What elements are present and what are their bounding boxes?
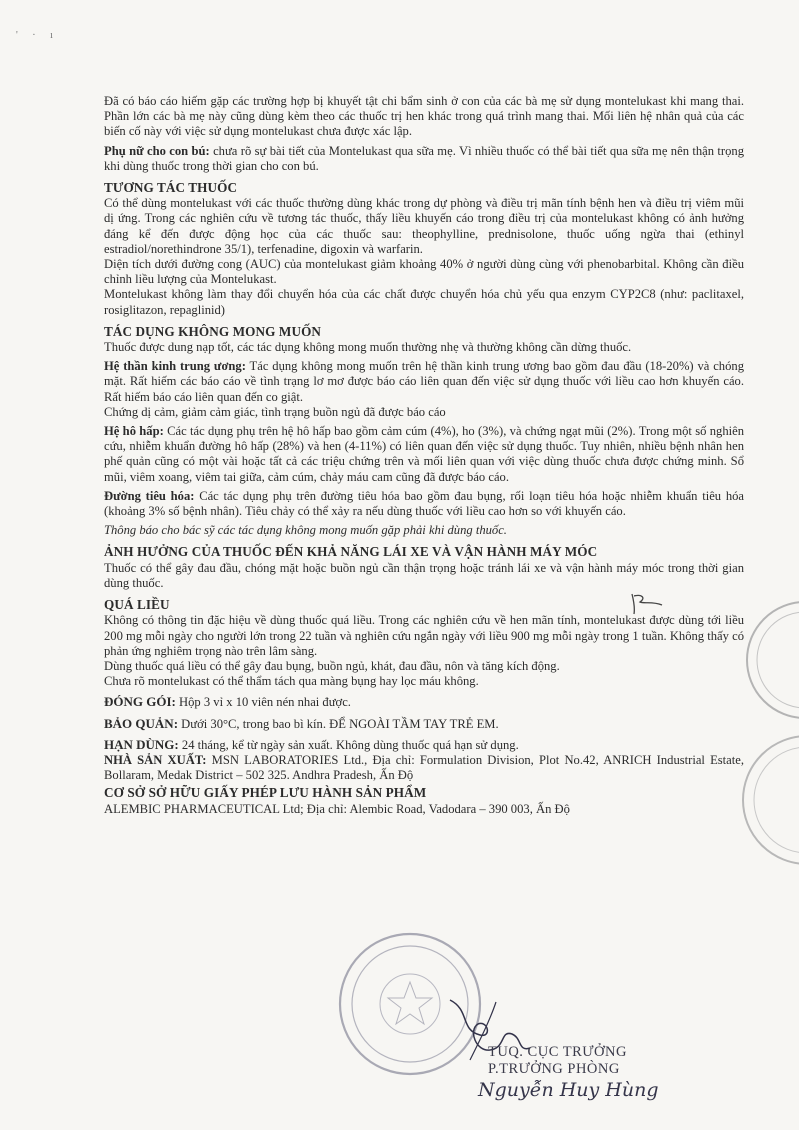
cns-label: Hệ thần kinh trung ương: [104, 359, 246, 374]
gi-text: Các tác dụng phụ trên đường tiêu hóa bao gồm đau bụng, rối loạn tiêu hóa hoặc nhiễm khuẩn tiêu hóa (khoảng 3% số bệnh nhân). Tiêu chảy có thể xảy ra nếu dùng thuốc với liều cao hơn so với khuyến cáo. [104, 488, 745, 519]
cns-paragraph-2: Chứng dị cảm, giảm cảm giác, tình trạng buồn ngủ đã được báo cáo [104, 404, 446, 419]
notice-paragraph: Thông báo cho bác sỹ các tác dụng không mong muốn gặp phải khi dùng thuốc. [104, 523, 507, 538]
gi-label: Đường tiêu hóa: [104, 488, 195, 503]
gi-paragraph [104, 489, 744, 519]
document-body [104, 94, 744, 821]
corner-mark: ' · ı [16, 30, 59, 41]
breastfeeding-paragraph [104, 144, 744, 174]
packaging-text: Hộp 3 vỉ x 10 viên nén nhai được. [175, 695, 351, 710]
signatory-name: Nguyễn Huy Hùng [478, 1079, 659, 1101]
manufacturer-text: MSN LABORATORIES Ltd., Địa chỉ: Formulation Division, Plot No.42, ANRICH Industrial Estate, Bollaram, Medak District – 502 325. Andhra Pradesh, Ấn Độ [104, 752, 745, 783]
driving-paragraph: Thuốc có thể gây đau đầu, chóng mặt hoặc buồn ngủ cần thận trọng hoặc tránh lái xe và vận hành máy móc trong thời gian dùng thuốc. [104, 560, 744, 590]
expiry-text: 24 tháng, kể từ ngày sản xuất. Không dùng thuốc quá hạn sử dụng. [178, 737, 519, 752]
respiratory-paragraph [104, 424, 744, 485]
overdose-paragraph-3: Chưa rõ montelukast có thể thẩm tách qua màng bụng hay lọc máu không. [104, 674, 479, 689]
packaging-label: ĐÓNG GÓI: [104, 694, 176, 710]
manufacturer-label: NHÀ SẢN XUẤT: [104, 752, 207, 767]
side-effects-heading: TÁC DỤNG KHÔNG MONG MUỐN [104, 323, 322, 339]
signature-block [478, 1044, 718, 1102]
signature-title-2: P.TRƯỞNG PHÒNG [488, 1061, 620, 1077]
initials-mark [628, 592, 668, 616]
overdose-paragraph-1: Không có thông tin đặc hiệu về dùng thuốc quá liều. Trong các nghiên cứu về hen mãn tính, montelukast được dùng tới liều 200 mg mỗi ngày cho người lớn trong 22 tuần và nghiên cứu ngắn ngày với liều 900 mg mỗi ngày trong 1 tuần. Không thấy có phản ứng nghiêm trọng nào trên lâm sàng. [104, 613, 744, 658]
interactions-paragraph-2: Diện tích dưới đường cong (AUC) của montelukast giảm khoảng 40% ở người dùng cùng với phenobarbital. Không cần điều chỉnh liều lượng của Montelukast. [104, 257, 744, 287]
overdose-heading: QUÁ LIỀU [104, 597, 170, 613]
license-holder-paragraph: ALEMBIC PHARMACEUTICAL Ltd; Địa chỉ: Alembic Road, Vadodara – 390 003, Ấn Độ [104, 801, 570, 816]
expiry-label: HẠN DÙNG: [104, 736, 179, 752]
cns-text: Tác dụng không mong muốn trên hệ thần kinh trung ương bao gồm đau đầu (18-20%) và chóng mặt. Rất hiếm các báo cáo về tình trạng lơ mơ được báo cáo liên quan đến việc sử dụng thuốc với liều cao hơn khuyến cáo. Rất hiếm báo cáo liên quan đến co giật. [104, 359, 744, 404]
packaging-paragraph [104, 694, 744, 710]
side-effects-intro: Thuốc được dung nạp tốt, các tác dụng không mong muốn thường nhẹ và thường không cần dừng thuốc. [104, 340, 632, 355]
pregnancy-paragraph: Đã có báo cáo hiếm gặp các trường hợp bị khuyết tật chi bẩm sinh ở con của các bà mẹ sử dụng montelukast khi mang thai. Phần lớn các bà mẹ này cũng dùng kèm theo các thuốc trị hen khác trong quá trình mang thai. Mối liên hệ nhân quả của các biến cố này với việc sử dụng montelukast chưa được xác lập. [104, 94, 744, 139]
respiratory-text: Các tác dụng phụ trên hệ hô hấp bao gồm cảm cúm (4%), ho (3%), và chứng ngạt mũi (2%). Trong một số nghiên cứu, nhiễm khuẩn đường hô hấp (28%) và hen (4-11%) có liên quan đến việc sử dụng thuốc. Tuy nhiên, nhiều bệnh nhân hen phế quản cũng có một vài hoặc tất cả các triệu chứng trên và mối liên quan với việc dùng thuốc chưa được chứng minh. Sổ mũi, viêm xoang, viêm tai giữa, cảm cúm, chảy máu cam cũng đã được báo cáo. [104, 424, 745, 484]
interactions-heading: TƯƠNG TÁC THUỐC [104, 180, 238, 196]
breastfeeding-text: chưa rõ sự bài tiết của Montelukast qua sữa mẹ. Vì nhiều thuốc có thể bài tiết qua sữa mẹ nên thận trọng khi dùng thuốc trong thời gian cho con bú. [104, 143, 744, 173]
storage-paragraph [104, 716, 744, 732]
license-holder-heading: CƠ SỞ SỞ HỮU GIẤY PHÉP LƯU HÀNH SẢN PHẨM [104, 785, 427, 801]
signature-title-1: TUQ. CỤC TRƯỞNG [488, 1044, 627, 1060]
driving-heading: ẢNH HƯỞNG CỦA THUỐC ĐẾN KHẢ NĂNG LÁI XE VÀ VẬN HÀNH MÁY MÓC [104, 544, 598, 560]
storage-text: Dưới 30°C, trong bao bì kín. ĐỂ NGOÀI TẦM TAY TRẺ EM. [178, 716, 499, 731]
expiry-paragraph [104, 737, 744, 753]
interactions-paragraph-3: Montelukast không làm thay đổi chuyển hóa của các chất được chuyển hóa chủ yếu qua enzym CYP2C8 (như: paclitaxel, rosiglitazon, repaglinid) [104, 287, 744, 317]
overdose-paragraph-2: Dùng thuốc quá liều có thể gây đau bụng, buồn ngủ, khát, đau đầu, nôn và tăng kích động. [104, 658, 560, 673]
cns-paragraph [104, 359, 744, 405]
interactions-paragraph-1: Có thể dùng montelukast với các thuốc thường dùng khác trong dự phòng và điều trị mãn tính bệnh hen và điều trị viêm mũi dị ứng. Trong các nghiên cứu về tương tác thuốc, thấy liều khuyến cáo trong điều trị của montelukast không có ảnh hưởng đáng kể đến được động học của các thuốc sau: theophylline, prednisolone, thuốc uống ngừa thai (ethinyl estradiol/norethindrone 35/1), terfenadine, digoxin và warfarin. [104, 196, 744, 256]
storage-label: BẢO QUẢN: [104, 715, 179, 731]
breastfeeding-label: Phụ nữ cho con bú: [104, 143, 210, 158]
side-stamp [715, 585, 799, 885]
manufacturer-paragraph [104, 753, 744, 783]
respiratory-label: Hệ hô hấp: [104, 424, 164, 439]
